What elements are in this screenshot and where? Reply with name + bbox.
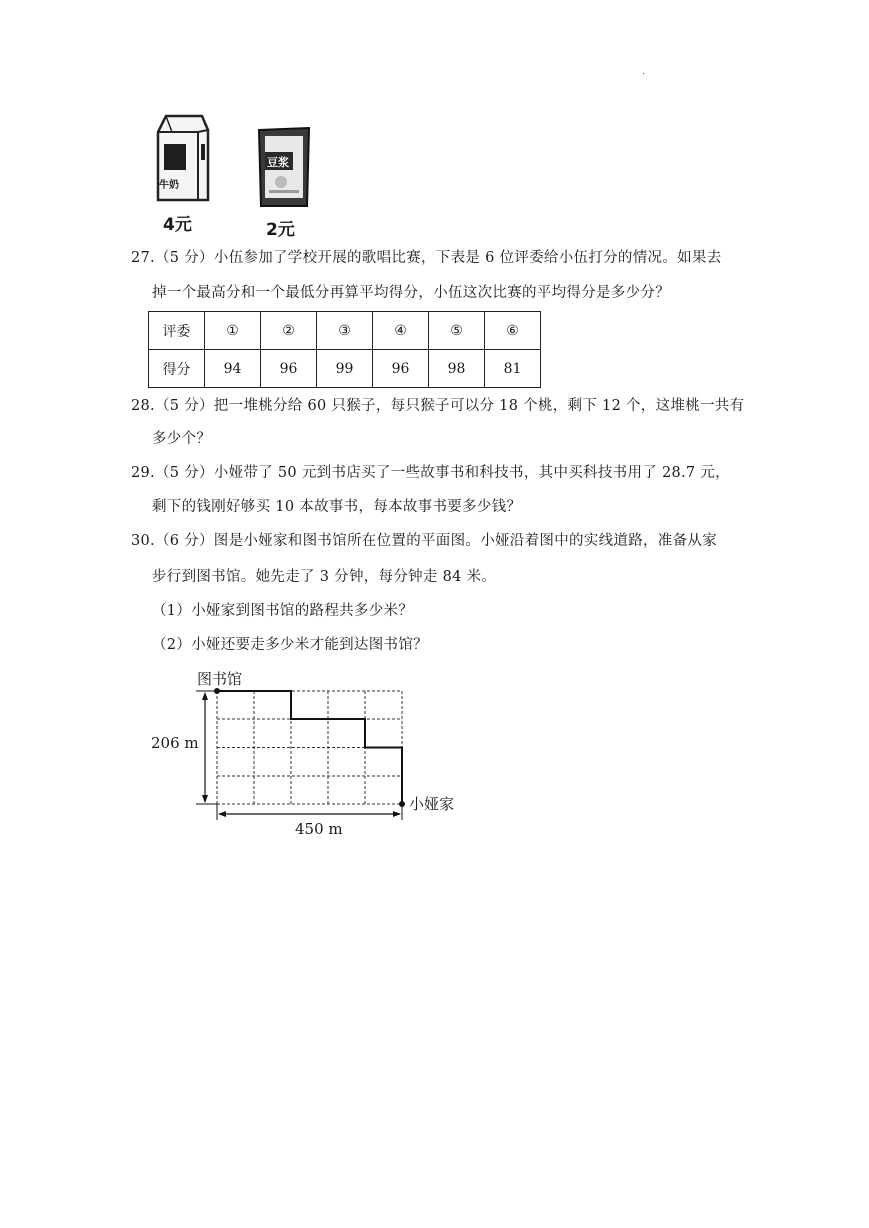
score-cell: 94: [205, 350, 261, 388]
score-table: [148, 311, 541, 388]
q28-line2: 多少个？: [152, 431, 212, 447]
soy-milk-price: 2元: [266, 220, 295, 240]
q30-line1: 30.（6 分）图是小娅家和图书馆所在位置的平面图。小娅沿着图中的实线道路，准备从家: [131, 533, 717, 549]
milk-price: 4元: [163, 215, 192, 235]
route-map: [190, 682, 420, 822]
row-header-judge: 评委: [149, 312, 205, 350]
width-label: 450 m: [295, 820, 343, 838]
q29-line2: 剩下的钱刚好够买 10 本故事书，每本故事书要多少钱？: [152, 499, 522, 515]
q30-sub2: （2）小娅还要走多少米才能到达图书馆？: [152, 637, 428, 653]
row-header-score: 得分: [149, 350, 205, 388]
judge-cell: ⑥: [485, 312, 541, 350]
header-mark: .: [642, 66, 646, 77]
judge-cell: ①: [205, 312, 261, 350]
q27-line2: 掉一个最高分和一个最低分再算平均得分，小伍这次比赛的平均得分是多少分？: [152, 285, 670, 301]
score-cell: 98: [429, 350, 485, 388]
score-cell: 96: [261, 350, 317, 388]
judge-cell: ②: [261, 312, 317, 350]
library-label: 图书馆: [197, 670, 243, 688]
q27-line1: 27.（5 分）小伍参加了学校开展的歌唱比赛，下表是 6 位评委给小伍打分的情况。如果去: [131, 250, 722, 266]
q30-line2: 步行到图书馆。她先走了 3 分钟，每分钟走 84 米。: [152, 569, 497, 585]
q28-line1: 28.（5 分）把一堆桃分给 60 只猴子，每只猴子可以分 18 个桃，剩下 12 个，这堆桃一共有: [131, 398, 745, 414]
score-cell: 99: [317, 350, 373, 388]
score-cell: 81: [485, 350, 541, 388]
judge-cell: ⑤: [429, 312, 485, 350]
carton-text: 牛奶: [159, 180, 179, 191]
judge-cell: ③: [317, 312, 373, 350]
bag-text: 豆浆: [267, 156, 289, 169]
height-label: 206 m: [151, 734, 199, 752]
judge-cell: ④: [373, 312, 429, 350]
q30-sub1: （1）小娅家到图书馆的路程共多少米？: [152, 603, 414, 619]
table-row: [149, 350, 541, 388]
q29-line1: 29.（5 分）小娅带了 50 元到书店买了一些故事书和科技书，其中买科技书用了 28.7 元，: [131, 465, 730, 481]
score-cell: 96: [373, 350, 429, 388]
table-row: [149, 312, 541, 350]
home-label: 小娅家: [409, 795, 455, 813]
